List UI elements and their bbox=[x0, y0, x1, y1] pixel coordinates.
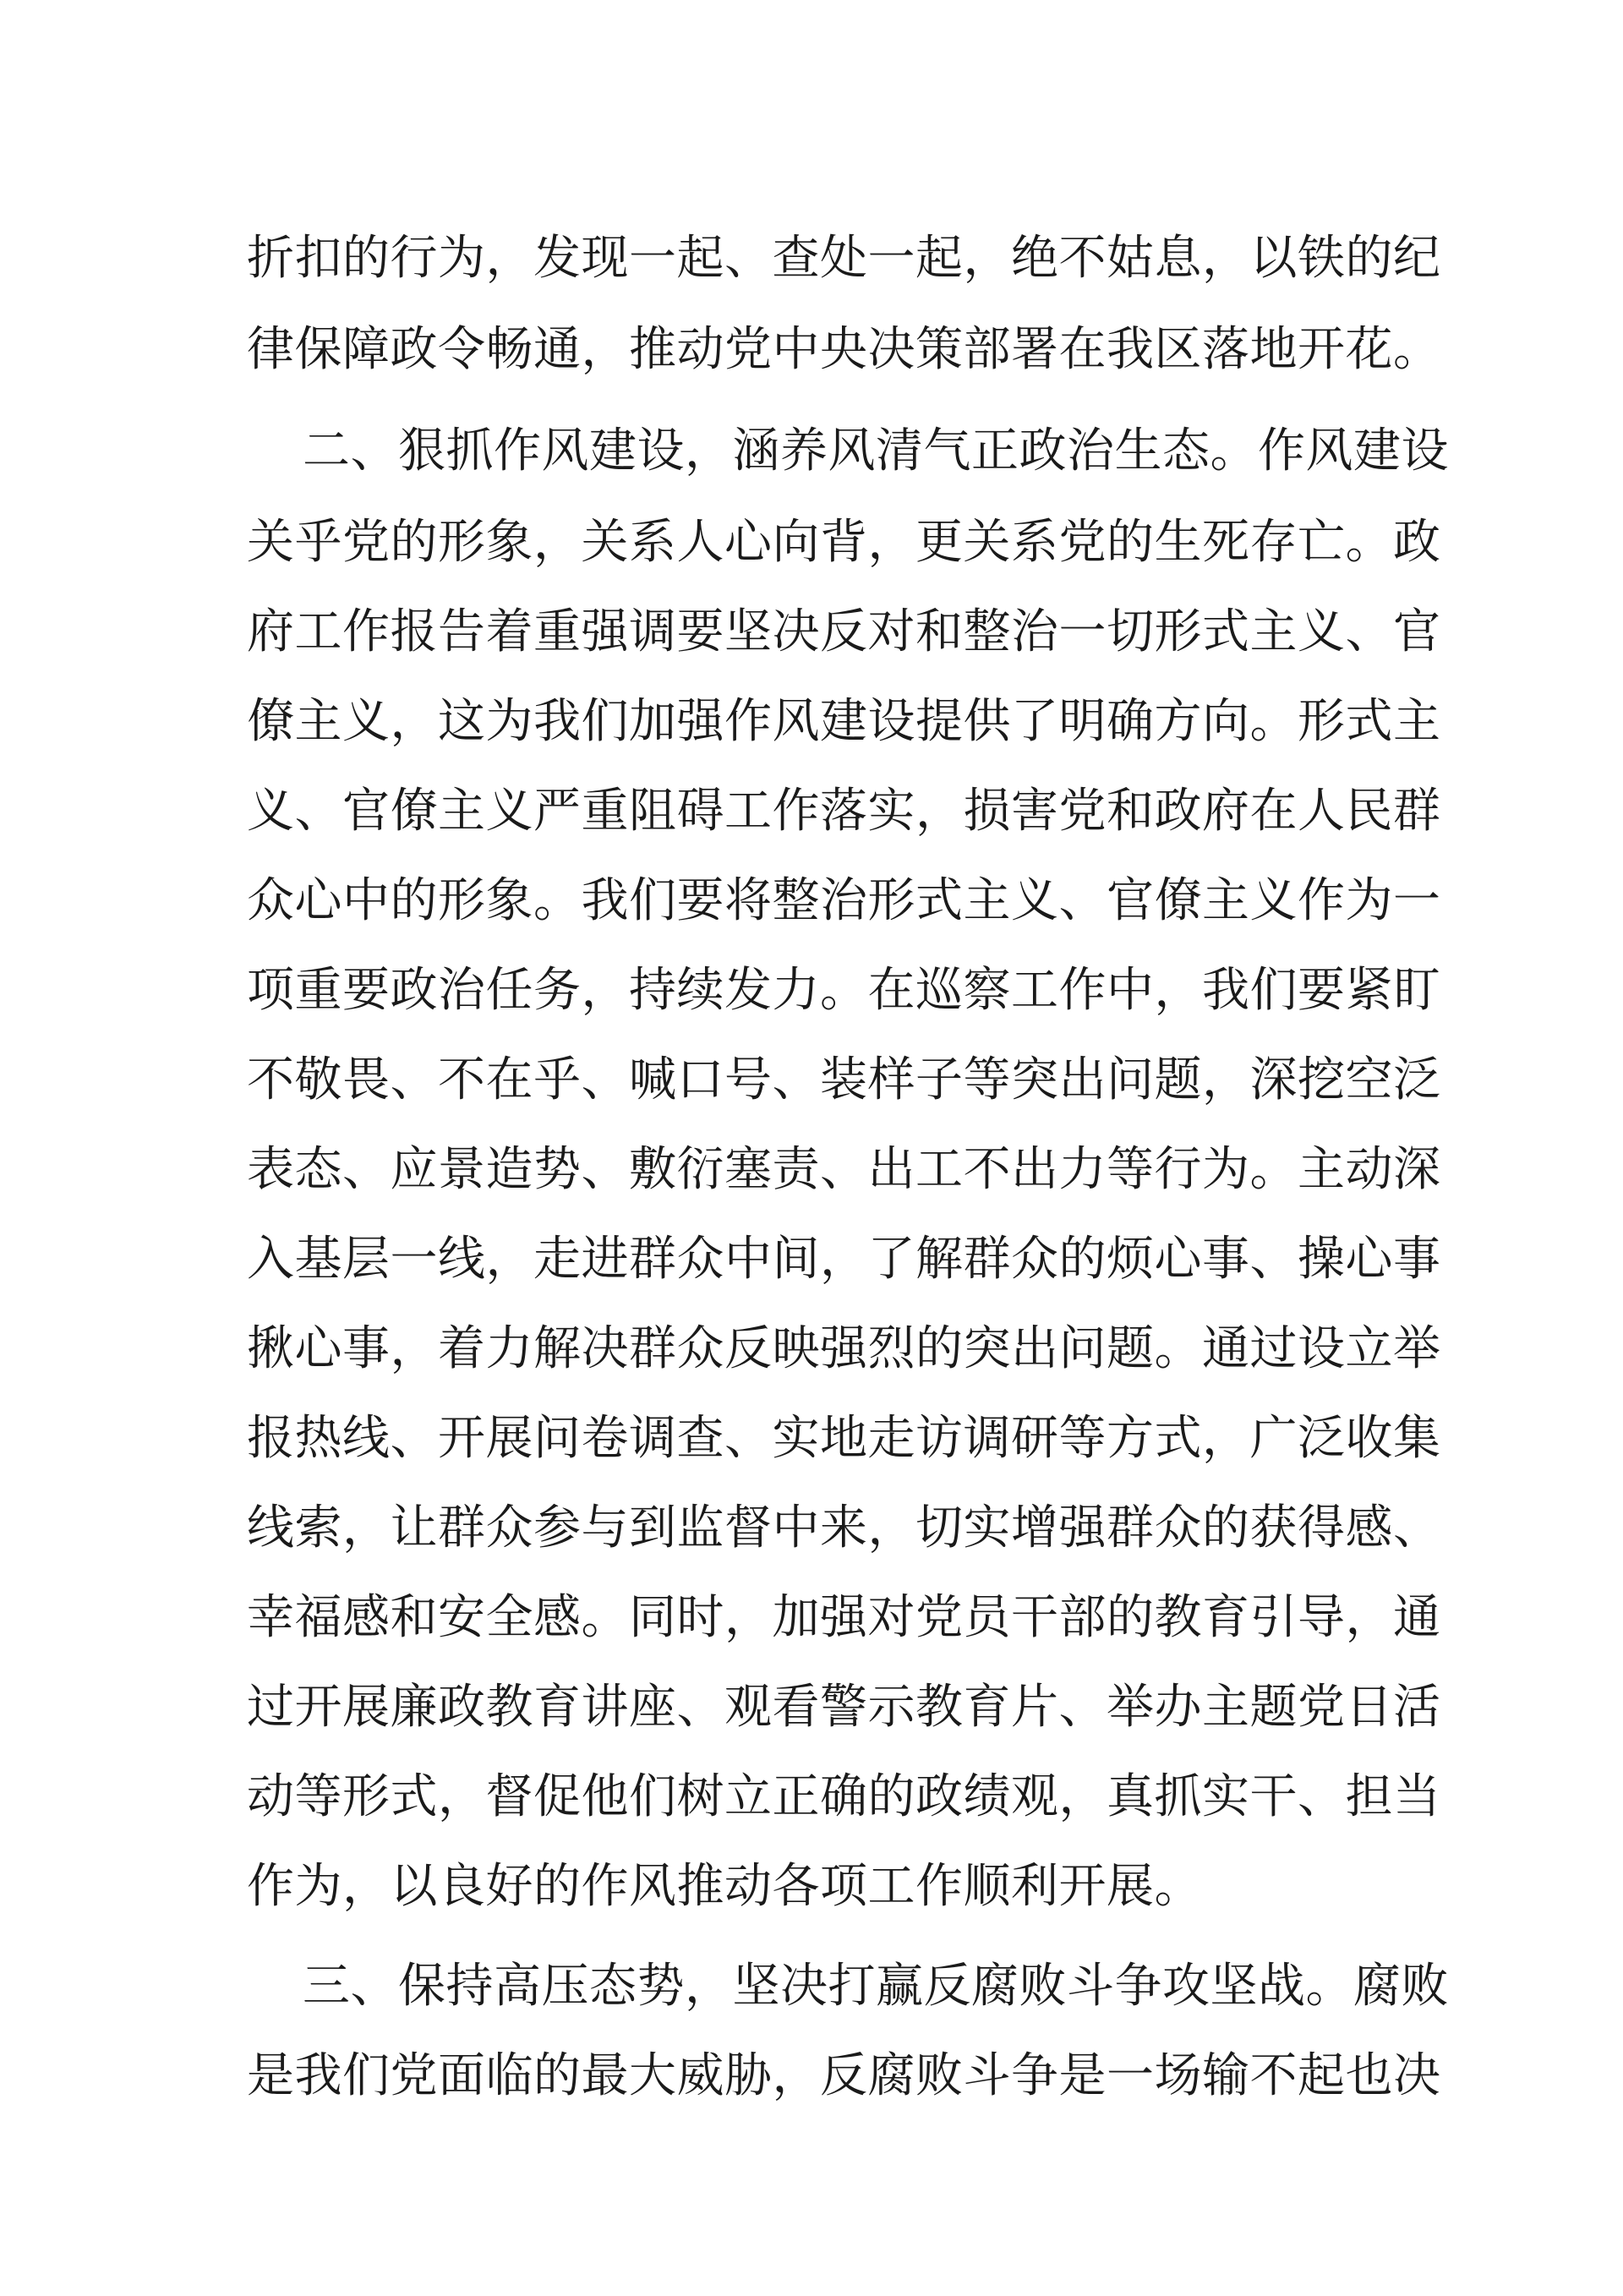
paragraph-2-line-8: 不敬畏、不在乎、喊口号、装样子等突出问题，深挖空泛 bbox=[247, 1052, 1441, 1107]
paragraph-2-line-12: 报热线、开展问卷调查、实地走访调研等方式，广泛收集 bbox=[247, 1411, 1441, 1466]
paragraph-2-line-17: 作为，以良好的作风推动各项工作顺利开展。 bbox=[247, 1859, 1202, 1914]
paragraph-2-line-11: 揪心事，着力解决群众反映强烈的突出问题。通过设立举 bbox=[247, 1321, 1441, 1376]
paragraph-2-line-9: 表态、应景造势、敷衍塞责、出工不出力等行为。主动深 bbox=[247, 1142, 1441, 1197]
paragraph-2-line-10: 入基层一线，走进群众中间，了解群众的烦心事、操心事 bbox=[247, 1232, 1441, 1287]
paragraph-3-line-1: 三、保持高压态势，坚决打赢反腐败斗争攻坚战。腐败 bbox=[303, 1959, 1449, 2014]
paragraph-2-line-14: 幸福感和安全感。同时，加强对党员干部的教育引导，通 bbox=[247, 1590, 1441, 1645]
paragraph-2-line-6: 众心中的形象。我们要将整治形式主义、官僚主义作为一 bbox=[247, 873, 1441, 928]
paragraph-2-line-5: 义、官僚主义严重阻碍工作落实，损害党和政府在人民群 bbox=[247, 784, 1441, 839]
paragraph-3-line-2: 是我们党面临的最大威胁，反腐败斗争是一场输不起也决 bbox=[247, 2048, 1441, 2103]
paragraph-1-line-1: 折扣的行为，发现一起、查处一起，绝不姑息，以铁的纪 bbox=[247, 231, 1441, 286]
paragraph-2-line-3: 府工作报告着重强调要坚决反对和整治一切形式主义、官 bbox=[247, 604, 1441, 659]
paragraph-2-line-16: 动等形式，督促他们树立正确的政绩观，真抓实干、担当 bbox=[247, 1769, 1441, 1824]
paragraph-2-line-4: 僚主义，这为我们加强作风建设提供了明确方向。形式主 bbox=[247, 694, 1441, 749]
paragraph-2-line-15: 过开展廉政教育讲座、观看警示教育片、举办主题党日活 bbox=[247, 1680, 1441, 1735]
paragraph-2-line-13: 线索，让群众参与到监督中来，切实增强群众的获得感、 bbox=[247, 1501, 1441, 1555]
paragraph-2-line-7: 项重要政治任务，持续发力。在巡察工作中，我们要紧盯 bbox=[247, 963, 1441, 1018]
paragraph-1-line-2: 律保障政令畅通，推动党中央决策部署在我区落地开花。 bbox=[247, 322, 1441, 377]
paragraph-2-line-2: 关乎党的形象，关系人心向背，更关系党的生死存亡。政 bbox=[247, 515, 1441, 570]
paragraph-2-line-1: 二、狠抓作风建设，涵养风清气正政治生态。作风建设 bbox=[303, 424, 1449, 478]
